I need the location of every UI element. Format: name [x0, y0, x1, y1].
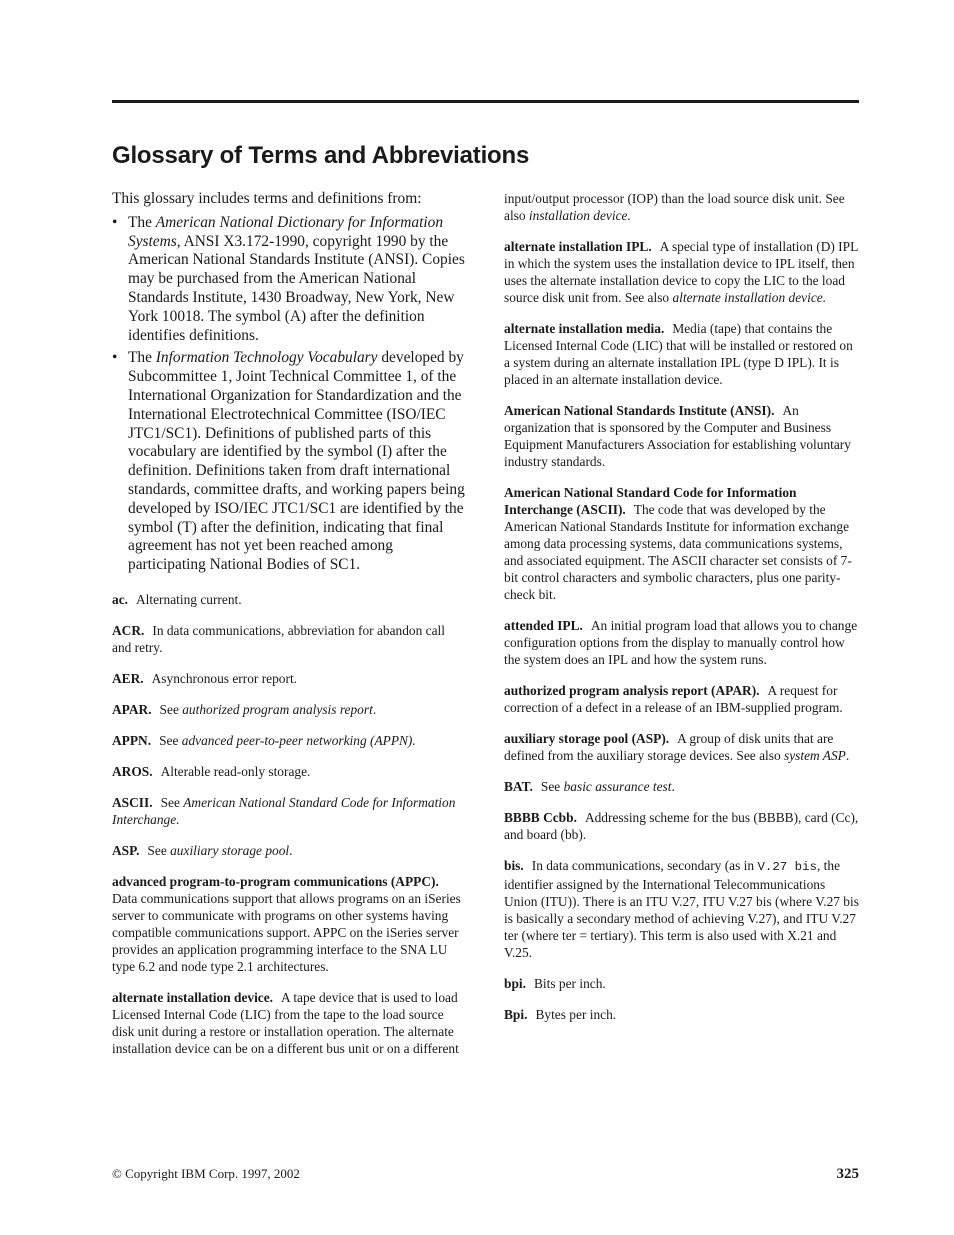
- glossary-definition: An organization that is sponsored by the Computer and Business Equipment Manufacturers Association for establishing voluntary industry standards.: [504, 403, 851, 469]
- glossary-definition: Bits per inch.: [533, 976, 606, 991]
- glossary-definition: Alterable read-only storage.: [160, 763, 311, 779]
- source-title: American National Dictionary for Information Systems: [128, 213, 444, 250]
- right-entries: [504, 190, 859, 1023]
- glossary-entry: [112, 622, 467, 656]
- left-entries: [112, 591, 467, 1057]
- glossary-term: ASP.: [112, 842, 140, 858]
- glossary-entry: [112, 670, 467, 687]
- glossary-term: Bpi.: [504, 1007, 528, 1022]
- definition-end: .: [372, 701, 377, 717]
- cross-reference: advanced peer-to-peer networking (APPN).: [181, 732, 416, 748]
- glossary-definition: See: [160, 794, 184, 810]
- glossary-term: BAT.: [504, 779, 533, 794]
- glossary-definition: A group of disk units that are defined from the auxiliary storage devices. See also: [504, 731, 834, 763]
- cross-reference: installation device.: [528, 208, 631, 223]
- glossary-entry: [504, 857, 859, 961]
- glossary-term: bis.: [504, 858, 524, 873]
- glossary-term: alternate installation device.: [112, 989, 274, 1005]
- glossary-term: attended IPL.: [504, 618, 583, 633]
- bullet-mark: •: [112, 213, 118, 231]
- glossary-entry: [504, 682, 859, 716]
- glossary-entry: [112, 732, 467, 749]
- glossary-entry: [504, 975, 859, 992]
- glossary-term: ACR.: [112, 622, 145, 638]
- glossary-definition: Bytes per inch.: [535, 1007, 617, 1022]
- cross-reference: American National Standard Code for Information Interchange.: [112, 794, 456, 827]
- glossary-definition: Media (tape) that contains the Licensed Internal Code (LIC) that will be installed or restored on a system during an alternate installation IPL (type D IPL). It is placed in an alternate installation device.: [504, 321, 853, 387]
- header-rule: [112, 100, 859, 103]
- glossary-entry: [504, 320, 859, 388]
- source-item: • The Information Technology Vocabulary developed by Subcommittee 1, Joint Technical Committee 1, of the International Organization for Standardization and the International Electrotechnical Committee (ISO/IEC JTC1/SC1). Definitions of published parts of this vocabulary are identified by the symbol (I) after the definition. Definitions taken from draft international standards, committee drafts, and working papers being developed by ISO/IEC JTC1/SC1 are identified by the symbol (T) after the definition, indicating that final agreement has not yet been reached among participating National Bodies of SC1.: [112, 349, 465, 574]
- definition-end: .: [845, 748, 850, 763]
- cross-reference: system ASP: [784, 748, 846, 763]
- glossary-term: authorized program analysis report (APAR).: [504, 683, 760, 698]
- glossary-entry: [504, 190, 859, 224]
- glossary-definition: A special type of installation (D) IPL in which the system uses the installation device to IPL itself, then uses the alternate installation device to copy the LIC to the load source disk unit from. See also: [504, 239, 858, 305]
- glossary-entry: [504, 238, 859, 306]
- definition-end: .: [289, 842, 293, 858]
- glossary-term: alternate installation media.: [504, 321, 665, 336]
- source-item: • The American National Dictionary for Information Systems, ANSI X3.172-1990, copyright 1990 by the American National Standards Institute (ANSI). Copies may be purchased from the American National Standards Institute, 1430 Broadway, New York, New York 10018. The symbol (A) after the definition identifies definitions.: [112, 213, 465, 344]
- page-title: Glossary of Terms and Abbreviations: [112, 142, 530, 169]
- glossary-term: American National Standards Institute (ANSI).: [504, 403, 775, 418]
- glossary-entry: [504, 484, 859, 603]
- glossary-entry: [112, 794, 467, 828]
- code-term: V.27 bis: [757, 860, 817, 874]
- glossary-definition: A tape device that is used to load Licensed Internal Code (LIC) from the tape to the load source disk unit during a restore or installation operation. The alternate installation device can be on a different bus unit or on a different: [112, 989, 459, 1056]
- source-title: Information Technology Vocabulary: [155, 349, 378, 367]
- glossary-definition: Addressing scheme for the bus (BBBB), card (Cc), and board (bb).: [504, 810, 859, 842]
- glossary-entry: [112, 842, 467, 859]
- glossary-term: APAR.: [112, 701, 152, 717]
- glossary-entry: [112, 873, 467, 975]
- glossary-entry: [504, 730, 859, 764]
- footer-copyright: © Copyright IBM Corp. 1997, 2002: [112, 1166, 300, 1181]
- right-column: [504, 190, 859, 1037]
- glossary-entry: [112, 591, 467, 608]
- intro-text: This glossary includes terms and definitions from:: [112, 190, 422, 207]
- glossary-term: advanced program-to-program communications (APPC).: [112, 873, 439, 889]
- glossary-term: AER.: [112, 670, 144, 686]
- glossary-term: BBBB Ccbb.: [504, 810, 577, 825]
- glossary-term: ASCII.: [112, 794, 153, 810]
- glossary-definition: A request for correction of a defect in a release of an IBM-supplied program.: [504, 683, 843, 715]
- glossary-term: bpi.: [504, 976, 526, 991]
- glossary-definition: input/output processor (IOP) than the load source disk unit. See also: [504, 191, 845, 223]
- cross-reference: alternate installation device.: [672, 290, 827, 305]
- glossary-definition: In data communications, secondary (as in: [531, 858, 758, 873]
- glossary-term: ac.: [112, 591, 128, 607]
- glossary-entry: [504, 809, 859, 843]
- glossary-definition: See: [540, 779, 564, 794]
- glossary-definition: The code that was developed by the American National Standards Institute for information exchange among data processing systems, data communications systems, and associated equipment. The ASCII character set consists of 7-bit control characters and symbolic characters, plus one parity-check bit.: [504, 502, 852, 602]
- glossary-entry: [504, 1006, 859, 1023]
- cross-reference: basic assurance test: [563, 779, 672, 794]
- glossary-term: APPN.: [112, 732, 152, 748]
- definition-end: .: [671, 779, 675, 794]
- glossary-entry: [112, 701, 467, 718]
- glossary-term: American National Standard Code for Information Interchange (ASCII).: [504, 485, 797, 517]
- glossary-definition: In data communications, abbreviation for abandon call and retry.: [112, 622, 445, 655]
- glossary-entry: [112, 763, 467, 780]
- glossary-definition: See: [159, 701, 183, 717]
- cross-reference: authorized program analysis report: [182, 701, 373, 717]
- glossary-definition: See: [159, 732, 182, 748]
- glossary-definition: Alternating current.: [136, 591, 242, 607]
- glossary-entry: [504, 617, 859, 668]
- left-column: [112, 190, 467, 1071]
- glossary-definition: Data communications support that allows programs on an iSeries server to communicate with programs on other systems having compatible communications support. APPC on the iSeries server provides an application programming interface to the SNA LU type 6.2 and node type 2.1 architectures.: [112, 890, 461, 974]
- source-list: [112, 214, 467, 575]
- glossary-term: auxiliary storage pool (ASP).: [504, 731, 670, 746]
- glossary-entry: [504, 402, 859, 470]
- cross-reference: auxiliary storage pool: [170, 842, 290, 858]
- glossary-entry: [112, 989, 467, 1057]
- page-number: 325: [836, 1166, 859, 1182]
- glossary-entry: [504, 778, 859, 795]
- glossary-definition: An initial program load that allows you to change configuration options from the display to manually control how the system does an IPL and how the system runs.: [504, 618, 858, 667]
- definition-end: , the identifier assigned by the International Telecommunications Union (ITU)). There is an ITU V.27, ITU V.27 bis (where V.27 bis is basically a secondary method of achieving V.27), and ITU V.27 ter (where ter = tertiary). This term is also used with X.21 and V.25.: [504, 858, 859, 960]
- glossary-definition: Asynchronous error report.: [151, 670, 298, 686]
- bullet-mark: •: [112, 349, 118, 367]
- glossary-definition: See: [147, 842, 171, 858]
- glossary-term: alternate installation IPL.: [504, 239, 652, 254]
- glossary-term: AROS.: [112, 763, 153, 779]
